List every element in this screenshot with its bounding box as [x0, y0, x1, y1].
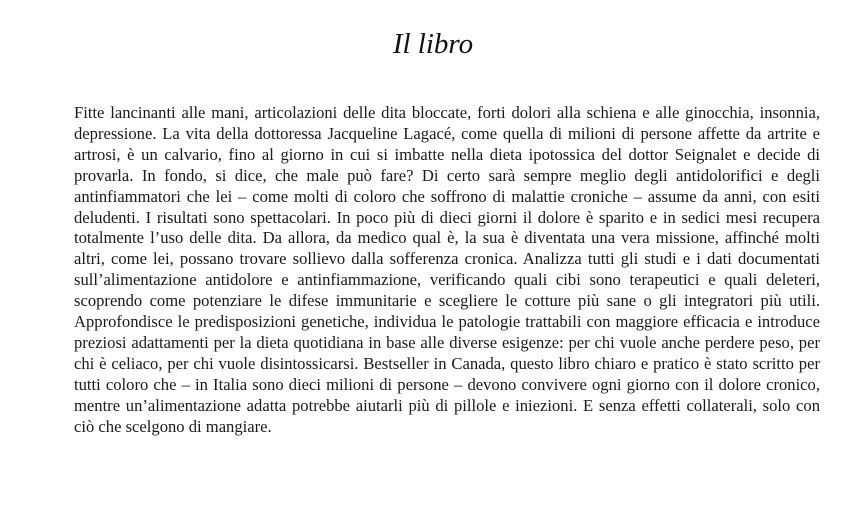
page-title: Il libro: [392, 28, 474, 60]
body-paragraph: Fitte lancinanti alle mani, articolazioni delle dita bloccate, forti dolori alla schiena e alle ginocchia, insonnia, depressione. La vita della dottoressa Jacqueline Lagacé, come quella di milioni di persone affette da artrite e artrosi, è un calvario, fino al giorno in cui si imbatte nella dieta ipotossica del dottor Seignalet e decide di provarla. In fondo, si dice, che male può fare? Di certo sarà sempre meglio degli antidolorifici e degli antinfiammatori che lei – come molti di coloro che soffrono di malattie croniche – assume da anni, con esiti deludenti. I risultati sono spettacolari. In poco più di dieci giorni il dolore è sparito e in sedici mesi recupera totalmente l’uso delle dita. Da allora, da medico qual è, la sua è diventata una vera missione, affinché molti altri, come lei, possano trovare sollievo dalla sofferenza cronica. Analizza tutti gli studi e i dati documentati sull’alimentazione antidolore e antinfiammazione, verificando quali cibi sono terapeutici e quali deleteri, scoprendo come potenziare le difese immunitarie e scegliere le cotture più sane o gli integratori più utili. Approfondisce le predisposizioni genetiche, individua le patologie trattabili con maggiore efficacia e introduce preziosi adattamenti per la dieta quotidiana in base alle diverse esigenze: per chi vuole anche perdere peso, per chi è celiaco, per chi vuole disintossicarsi. Bestseller in Canada, questo libro chiaro e pratico è stato scritto per tutti coloro che – in Italia sono dieci milioni di persone – devono convivere ogni giorno con il dolore cronico, mentre un’alimentazione adatta potrebbe aiutarli più di pillole e iniezioni. E senza effetti collaterali, solo con ciò che scelgono di mangiare.: [74, 103, 820, 436]
